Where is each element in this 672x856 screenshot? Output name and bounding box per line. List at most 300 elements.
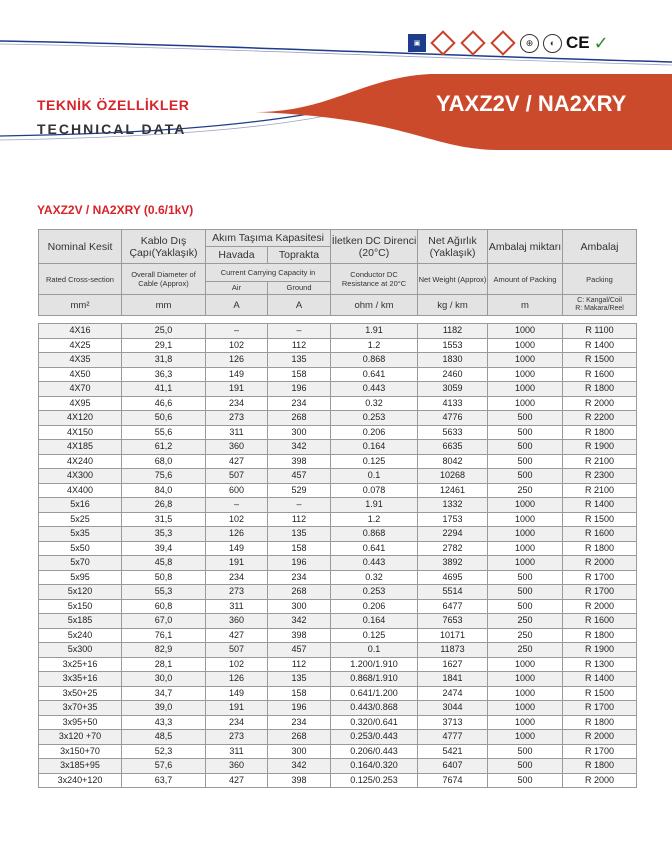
cell-packing-amount: 500 <box>488 570 563 585</box>
cell-diameter: 60,8 <box>122 599 206 614</box>
unit-packing-reel: R: Makara/Reel <box>575 305 624 312</box>
cell-nominal: 5x300 <box>39 643 122 658</box>
header-spacer <box>39 316 637 324</box>
header-nominal: Nominal Kesit <box>39 230 122 264</box>
cell-packing-amount: 500 <box>488 411 563 426</box>
cell-packing-amount: 1000 <box>488 527 563 542</box>
cell-diameter: 39,0 <box>122 701 206 716</box>
cell-packing: R 1500 <box>563 512 637 527</box>
cell-resistance: 0.125 <box>331 454 418 469</box>
header-ground: Toprakta <box>268 247 331 264</box>
table-row <box>39 382 637 397</box>
cell-weight: 4133 <box>418 396 488 411</box>
circle-mark-icon: ⊕ <box>520 34 539 53</box>
table-row <box>39 425 637 440</box>
cell-air: 311 <box>206 744 268 759</box>
cell-packing: R 1400 <box>563 498 637 513</box>
cell-weight: 8042 <box>418 454 488 469</box>
cell-air: 311 <box>206 599 268 614</box>
product-title: YAXZ2V / NA2XRY <box>436 91 627 116</box>
cell-resistance: 1.200/1.910 <box>331 657 418 672</box>
cell-ground: 342 <box>268 440 331 455</box>
table-row <box>39 512 637 527</box>
cell-ground: 112 <box>268 512 331 527</box>
cell-air: 360 <box>206 759 268 774</box>
cell-ground: 135 <box>268 353 331 368</box>
table-row <box>39 686 637 701</box>
table-subtitle: YAXZ2V / NA2XRY (0.6/1kV) <box>37 203 194 217</box>
cell-nominal: 4X25 <box>39 338 122 353</box>
cell-nominal: 3x50+25 <box>39 686 122 701</box>
cell-nominal: 3x35+16 <box>39 672 122 687</box>
cell-weight: 10268 <box>418 469 488 484</box>
table-body <box>39 324 637 788</box>
cell-ground: 398 <box>268 454 331 469</box>
cell-resistance: 0.206 <box>331 425 418 440</box>
table-row <box>39 483 637 498</box>
cell-packing: R 1900 <box>563 643 637 658</box>
table-row <box>39 744 637 759</box>
cell-air: 126 <box>206 527 268 542</box>
cell-air: 273 <box>206 730 268 745</box>
cell-diameter: 31,8 <box>122 353 206 368</box>
cell-diameter: 29,1 <box>122 338 206 353</box>
unit-diameter: mm <box>122 295 206 316</box>
cell-diameter: 63,7 <box>122 773 206 788</box>
cell-air: 360 <box>206 440 268 455</box>
certification-diamond-icon <box>490 30 516 56</box>
cell-weight: 1332 <box>418 498 488 513</box>
cell-resistance: 0.206 <box>331 599 418 614</box>
cell-resistance: 0.641 <box>331 367 418 382</box>
cell-packing-amount: 250 <box>488 483 563 498</box>
cell-packing: R 1100 <box>563 324 637 339</box>
cell-packing: R 2200 <box>563 411 637 426</box>
cell-weight: 6635 <box>418 440 488 455</box>
cell-diameter: 39,4 <box>122 541 206 556</box>
table-row <box>39 338 637 353</box>
cell-packing-amount: 500 <box>488 744 563 759</box>
cell-nominal: 4X120 <box>39 411 122 426</box>
cell-packing-amount: 250 <box>488 614 563 629</box>
cell-packing-amount: 1000 <box>488 556 563 571</box>
cell-weight: 1182 <box>418 324 488 339</box>
table-row <box>39 730 637 745</box>
cell-packing-amount: 500 <box>488 585 563 600</box>
cell-ground: 234 <box>268 570 331 585</box>
cell-packing: R 1400 <box>563 672 637 687</box>
cell-ground: – <box>268 498 331 513</box>
ce-mark-icon: CE <box>566 33 590 52</box>
cell-packing-amount: 1000 <box>488 715 563 730</box>
cell-resistance: 0.641 <box>331 541 418 556</box>
cell-packing: R 1800 <box>563 541 637 556</box>
header-current: Akım Taşıma Kapasitesi <box>206 230 331 247</box>
cell-air: 149 <box>206 686 268 701</box>
cell-ground: 135 <box>268 672 331 687</box>
cell-diameter: 84,0 <box>122 483 206 498</box>
cell-resistance: 0.868 <box>331 527 418 542</box>
cell-resistance: 0.125/0.253 <box>331 773 418 788</box>
cell-air: 234 <box>206 570 268 585</box>
cell-packing-amount: 500 <box>488 759 563 774</box>
cell-packing-amount: 1000 <box>488 541 563 556</box>
table-row <box>39 469 637 484</box>
cell-packing: R 1300 <box>563 657 637 672</box>
cell-air: 273 <box>206 411 268 426</box>
cell-resistance: 1.2 <box>331 338 418 353</box>
cell-weight: 4695 <box>418 570 488 585</box>
cell-nominal: 4X185 <box>39 440 122 455</box>
cell-ground: 398 <box>268 773 331 788</box>
cell-diameter: 57,6 <box>122 759 206 774</box>
cell-packing-amount: 1000 <box>488 686 563 701</box>
cell-packing: R 1900 <box>563 440 637 455</box>
cell-weight: 3044 <box>418 701 488 716</box>
cell-nominal: 5x50 <box>39 541 122 556</box>
header-en-packing-amount: Amount of Packing <box>488 264 563 295</box>
cell-ground: 234 <box>268 715 331 730</box>
cell-ground: 529 <box>268 483 331 498</box>
cell-packing-amount: 500 <box>488 440 563 455</box>
cell-packing-amount: 500 <box>488 454 563 469</box>
cell-packing-amount: 1000 <box>488 657 563 672</box>
cell-packing: R 2000 <box>563 730 637 745</box>
cell-diameter: 45,8 <box>122 556 206 571</box>
cell-weight: 2294 <box>418 527 488 542</box>
header-packing: Ambalaj <box>563 230 637 264</box>
table-row <box>39 657 637 672</box>
cell-resistance: 0.32 <box>331 570 418 585</box>
cell-weight: 5421 <box>418 744 488 759</box>
cell-packing-amount: 500 <box>488 425 563 440</box>
cell-packing-amount: 1000 <box>488 382 563 397</box>
cell-resistance: 0.078 <box>331 483 418 498</box>
cell-packing: R 2300 <box>563 469 637 484</box>
cell-weight: 2474 <box>418 686 488 701</box>
header-en-nominal: Rated Cross-section <box>39 264 122 295</box>
cell-air: 191 <box>206 556 268 571</box>
table-row <box>39 715 637 730</box>
cell-air: 102 <box>206 338 268 353</box>
cell-diameter: 68,0 <box>122 454 206 469</box>
table-row <box>39 367 637 382</box>
cell-resistance: 1.2 <box>331 512 418 527</box>
cell-ground: 342 <box>268 759 331 774</box>
cell-weight: 1627 <box>418 657 488 672</box>
table-row <box>39 614 637 629</box>
header-en-diameter: Overall Diameter of Cable (Approx) <box>122 264 206 295</box>
cell-packing-amount: 1000 <box>488 324 563 339</box>
cell-packing-amount: 250 <box>488 628 563 643</box>
table-row <box>39 527 637 542</box>
cell-ground: 158 <box>268 367 331 382</box>
cell-weight: 1753 <box>418 512 488 527</box>
cell-resistance: 0.443/0.868 <box>331 701 418 716</box>
cell-resistance: 1.91 <box>331 498 418 513</box>
cell-air: 507 <box>206 469 268 484</box>
cell-diameter: 48,5 <box>122 730 206 745</box>
cell-packing-amount: 1000 <box>488 730 563 745</box>
cell-diameter: 67,0 <box>122 614 206 629</box>
cell-weight: 2460 <box>418 367 488 382</box>
cell-air: 427 <box>206 628 268 643</box>
cell-packing: R 2100 <box>563 454 637 469</box>
cell-weight: 1553 <box>418 338 488 353</box>
cell-packing: R 2000 <box>563 556 637 571</box>
cell-ground: 158 <box>268 686 331 701</box>
cell-packing: R 1700 <box>563 585 637 600</box>
table-row <box>39 498 637 513</box>
cell-air: 234 <box>206 715 268 730</box>
cell-nominal: 5x150 <box>39 599 122 614</box>
cell-packing: R 1700 <box>563 701 637 716</box>
cell-weight: 6477 <box>418 599 488 614</box>
technical-data-table <box>38 229 637 788</box>
table-row <box>39 396 637 411</box>
cell-diameter: 52,3 <box>122 744 206 759</box>
cell-nominal: 5x240 <box>39 628 122 643</box>
cell-packing: R 1500 <box>563 353 637 368</box>
cell-air: 149 <box>206 541 268 556</box>
table-row <box>39 599 637 614</box>
cell-resistance: 0.164 <box>331 440 418 455</box>
cell-ground: 112 <box>268 338 331 353</box>
cell-air: 126 <box>206 672 268 687</box>
header-en-ground: Ground <box>268 281 331 294</box>
cell-packing-amount: 500 <box>488 469 563 484</box>
cell-air: 102 <box>206 512 268 527</box>
cell-nominal: 5x35 <box>39 527 122 542</box>
cell-resistance: 0.443 <box>331 382 418 397</box>
cell-ground: 300 <box>268 744 331 759</box>
cell-air: 191 <box>206 382 268 397</box>
cell-air: 360 <box>206 614 268 629</box>
cell-diameter: 55,6 <box>122 425 206 440</box>
quality-badge-icon: ▣ <box>408 34 426 52</box>
cell-air: 427 <box>206 454 268 469</box>
cell-packing-amount: 1000 <box>488 672 563 687</box>
cell-ground: 158 <box>268 541 331 556</box>
cell-resistance: 0.253 <box>331 411 418 426</box>
cell-diameter: 76,1 <box>122 628 206 643</box>
header-diameter: Kablo Dış Çapı(Yaklaşık) <box>122 230 206 264</box>
cell-air: 234 <box>206 396 268 411</box>
cell-packing: R 2000 <box>563 396 637 411</box>
cell-air: 311 <box>206 425 268 440</box>
cell-air: 102 <box>206 657 268 672</box>
table-row <box>39 759 637 774</box>
cell-ground: 300 <box>268 599 331 614</box>
cell-resistance: 0.641/1.200 <box>331 686 418 701</box>
cell-packing-amount: 250 <box>488 643 563 658</box>
table-row <box>39 440 637 455</box>
cell-packing: R 2000 <box>563 599 637 614</box>
cell-ground: 112 <box>268 657 331 672</box>
header-weight: Net Ağırlık (Yaklaşık) <box>418 230 488 264</box>
certification-diamond-icon <box>430 30 456 56</box>
table-row <box>39 541 637 556</box>
cell-resistance: 0.868 <box>331 353 418 368</box>
cell-resistance: 0.443 <box>331 556 418 571</box>
unit-air: A <box>206 295 268 316</box>
cell-nominal: 3x95+50 <box>39 715 122 730</box>
cell-packing-amount: 1000 <box>488 498 563 513</box>
cell-resistance: 0.32 <box>331 396 418 411</box>
cell-nominal: 5x185 <box>39 614 122 629</box>
cell-diameter: 35,3 <box>122 527 206 542</box>
cell-resistance: 0.164 <box>331 614 418 629</box>
cell-weight: 5633 <box>418 425 488 440</box>
cell-weight: 1830 <box>418 353 488 368</box>
cell-diameter: 25,0 <box>122 324 206 339</box>
unit-nominal: mm² <box>39 295 122 316</box>
certification-diamond-icon <box>460 30 486 56</box>
cell-weight: 6407 <box>418 759 488 774</box>
certification-icons <box>408 30 609 56</box>
cell-ground: 268 <box>268 730 331 745</box>
cell-nominal: 5x25 <box>39 512 122 527</box>
cell-nominal: 3x70+35 <box>39 701 122 716</box>
header-en-current: Current Carrying Capacity in <box>206 264 331 282</box>
cell-ground: 398 <box>268 628 331 643</box>
cell-packing: R 1800 <box>563 425 637 440</box>
page-header <box>0 0 672 160</box>
table-row <box>39 701 637 716</box>
cell-packing: R 1700 <box>563 570 637 585</box>
pse-mark-icon: ◐ <box>543 34 562 53</box>
table-row <box>39 643 637 658</box>
cell-nominal: 5x95 <box>39 570 122 585</box>
cell-air: 600 <box>206 483 268 498</box>
cell-packing-amount: 1000 <box>488 396 563 411</box>
cell-nominal: 4X300 <box>39 469 122 484</box>
cell-diameter: 36,3 <box>122 367 206 382</box>
table-row <box>39 324 637 339</box>
cell-air: – <box>206 498 268 513</box>
cell-packing: R 1800 <box>563 759 637 774</box>
cell-nominal: 4X70 <box>39 382 122 397</box>
cell-nominal: 4X50 <box>39 367 122 382</box>
unit-packing <box>563 295 637 316</box>
cell-nominal: 4X35 <box>39 353 122 368</box>
cell-ground: 457 <box>268 469 331 484</box>
cell-resistance: 0.164/0.320 <box>331 759 418 774</box>
header-air: Havada <box>206 247 268 264</box>
cell-packing-amount: 500 <box>488 599 563 614</box>
cell-nominal: 5x70 <box>39 556 122 571</box>
cell-resistance: 1.91 <box>331 324 418 339</box>
cell-diameter: 46,6 <box>122 396 206 411</box>
cell-weight: 1841 <box>418 672 488 687</box>
cell-nominal: 3x185+95 <box>39 759 122 774</box>
cell-weight: 4777 <box>418 730 488 745</box>
cell-diameter: 30,0 <box>122 672 206 687</box>
table-row <box>39 585 637 600</box>
cell-nominal: 4X150 <box>39 425 122 440</box>
header-en-packing: Packing <box>563 264 637 295</box>
cell-resistance: 0.253 <box>331 585 418 600</box>
cell-weight: 2782 <box>418 541 488 556</box>
cell-ground: 300 <box>268 425 331 440</box>
cell-packing: R 1800 <box>563 382 637 397</box>
cell-packing: R 1800 <box>563 628 637 643</box>
cell-weight: 3713 <box>418 715 488 730</box>
cell-packing-amount: 1000 <box>488 701 563 716</box>
unit-resistance: ohm / km <box>331 295 418 316</box>
cell-packing: R 1400 <box>563 338 637 353</box>
table-header <box>39 230 637 324</box>
cell-air: 191 <box>206 701 268 716</box>
cell-packing-amount: 1000 <box>488 367 563 382</box>
cell-diameter: 50,8 <box>122 570 206 585</box>
header-en-air: Air <box>206 281 268 294</box>
cell-nominal: 4X240 <box>39 454 122 469</box>
rohs-check-icon: ✓ <box>593 32 609 53</box>
cell-packing: R 1600 <box>563 367 637 382</box>
cell-weight: 5514 <box>418 585 488 600</box>
cell-packing: R 1600 <box>563 527 637 542</box>
cell-packing-amount: 1000 <box>488 512 563 527</box>
cell-diameter: 41,1 <box>122 382 206 397</box>
cell-diameter: 75,6 <box>122 469 206 484</box>
unit-ground: A <box>268 295 331 316</box>
cell-nominal: 3x120 +70 <box>39 730 122 745</box>
cell-diameter: 61,2 <box>122 440 206 455</box>
header-en-weight: Net Weight (Approx) <box>418 264 488 295</box>
cell-ground: 268 <box>268 585 331 600</box>
cell-resistance: 0.1 <box>331 643 418 658</box>
cell-diameter: 43,3 <box>122 715 206 730</box>
cell-air: 126 <box>206 353 268 368</box>
cell-air: – <box>206 324 268 339</box>
unit-packing-amount: m <box>488 295 563 316</box>
cell-resistance: 0.1 <box>331 469 418 484</box>
cell-packing-amount: 1000 <box>488 353 563 368</box>
cell-packing: R 1700 <box>563 744 637 759</box>
cell-resistance: 0.868/1.910 <box>331 672 418 687</box>
cell-nominal: 4X400 <box>39 483 122 498</box>
unit-packing-coil: C: Kangal/Coil <box>577 297 622 304</box>
cell-air: 427 <box>206 773 268 788</box>
cell-resistance: 0.320/0.641 <box>331 715 418 730</box>
cell-ground: 196 <box>268 701 331 716</box>
header-en-resistance: Conductor DC Resistance at 20°C <box>331 264 418 295</box>
cell-ground: 457 <box>268 643 331 658</box>
cell-ground: 196 <box>268 382 331 397</box>
cell-packing: R 2100 <box>563 483 637 498</box>
cell-air: 149 <box>206 367 268 382</box>
cell-nominal: 4X95 <box>39 396 122 411</box>
table-row <box>39 353 637 368</box>
table-row <box>39 556 637 571</box>
cell-weight: 7674 <box>418 773 488 788</box>
cell-diameter: 34,7 <box>122 686 206 701</box>
cell-nominal: 4X16 <box>39 324 122 339</box>
table-row <box>39 454 637 469</box>
cell-diameter: 26,8 <box>122 498 206 513</box>
cell-diameter: 31,5 <box>122 512 206 527</box>
cell-resistance: 0.125 <box>331 628 418 643</box>
cell-nominal: 3x240+120 <box>39 773 122 788</box>
cell-diameter: 28,1 <box>122 657 206 672</box>
cell-nominal: 3x25+16 <box>39 657 122 672</box>
table-row <box>39 773 637 788</box>
table-row <box>39 628 637 643</box>
cell-nominal: 5x16 <box>39 498 122 513</box>
cell-ground: 196 <box>268 556 331 571</box>
cell-weight: 7653 <box>418 614 488 629</box>
